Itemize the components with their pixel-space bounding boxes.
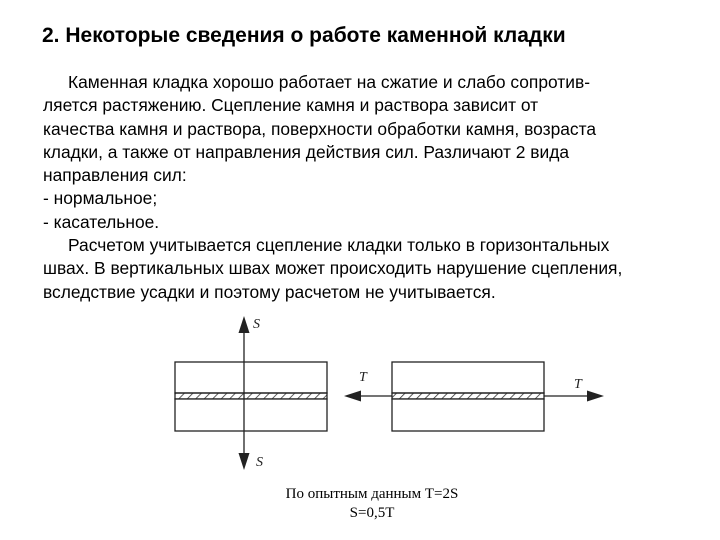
right-mortar-joint xyxy=(392,393,544,399)
left-specimen xyxy=(175,362,327,431)
text-line: кладки, а также от направления действия сил. Различают 2 вида xyxy=(43,141,570,162)
text-line: направления сил: xyxy=(43,165,187,186)
s-arrow-down-icon xyxy=(239,453,250,470)
right-top-stone xyxy=(392,362,544,393)
s-arrow-up-icon xyxy=(239,316,250,333)
text-line: Каменная кладка хорошо работает на сжатие и слабо сопротив- xyxy=(68,72,590,92)
text-line: швах. В вертикальных швах может происходить нарушение сцепления, xyxy=(43,258,623,279)
text-line: качества камня и раствора, поверхности обработки камня, возраста xyxy=(43,118,597,139)
left-top-stone xyxy=(175,362,327,393)
right-specimen xyxy=(392,362,544,431)
list-item-normal: - нормальное; xyxy=(43,188,158,209)
t-arrow-right-icon xyxy=(587,391,604,402)
left-mortar-joint xyxy=(175,393,327,399)
text-line: ляется растяжению. Сцепление камня и раствора зависит от xyxy=(43,95,539,116)
s-label-bottom: S xyxy=(256,455,263,470)
t-label-right: T xyxy=(574,377,582,392)
left-bottom-stone xyxy=(175,399,327,431)
t-arrow-left-icon xyxy=(344,391,361,402)
page-title: 2. Некоторые сведения о работе каменной кладки xyxy=(42,24,566,47)
t-label-left: T xyxy=(359,370,367,385)
list-item-tangential: - касательное. xyxy=(43,211,160,232)
caption-line-2: S=0,5Т xyxy=(349,505,395,521)
s-label-top: S xyxy=(253,317,260,332)
right-bottom-stone xyxy=(392,399,544,431)
text-line: вследствие усадки и поэтому расчетом не учитывается. xyxy=(43,281,496,302)
caption-line-1: По опытным данным Т=2S xyxy=(285,486,459,502)
text-line: Расчетом учитывается сцепление кладки только в горизонтальных xyxy=(68,235,610,256)
